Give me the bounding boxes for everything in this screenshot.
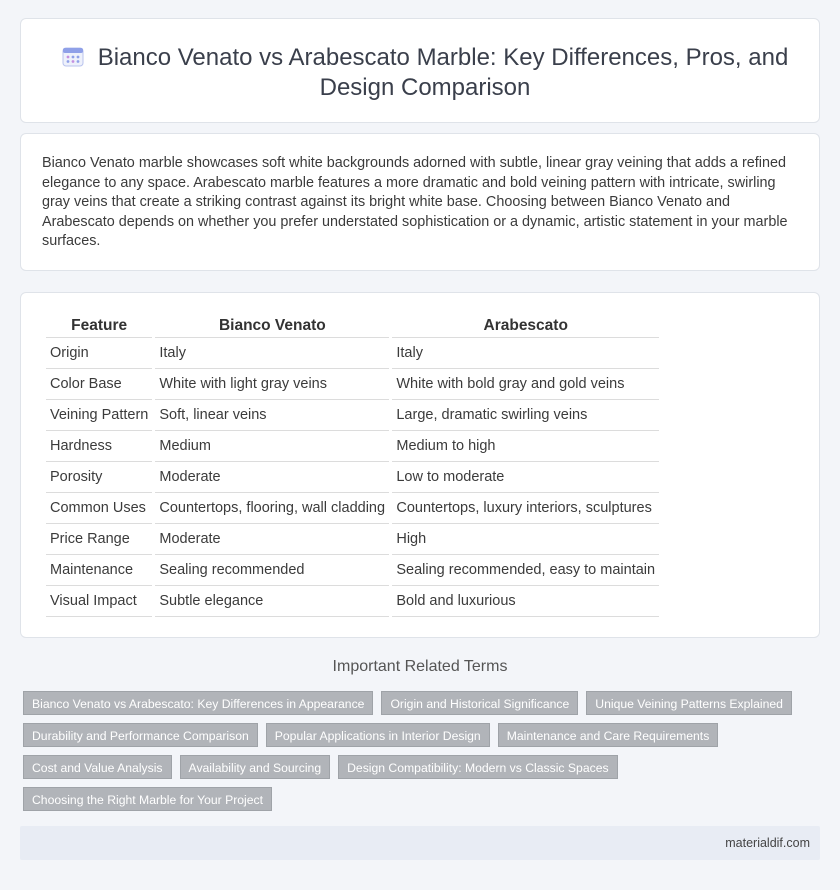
related-terms-list <box>23 691 803 811</box>
related-term-tag[interactable]: Maintenance and Care Requirements <box>498 723 719 747</box>
table-row <box>46 586 659 617</box>
table-row <box>46 369 659 400</box>
intro-card <box>20 133 820 271</box>
related-term-tag[interactable]: Popular Applications in Interior Design <box>266 723 490 747</box>
intro-paragraph: Bianco Venato marble showcases soft white backgrounds adorned with subtle, linear gray veining that adds a refined elegance to any space. Arabescato marble features a more dramatic and bold veining pattern with intricate, swirling gray veins that create a striking contrast against its bright white base. Choosing between Bianco Venato and Arabescato depends on whether you prefer understated sophistication or a dynamic, artistic statement in your marble surfaces. <box>42 155 788 249</box>
bianco-venato-cell: White with light gray veins <box>155 369 389 400</box>
table-row <box>46 493 659 524</box>
bianco-venato-cell: Italy <box>155 338 389 369</box>
header-feature: Feature <box>46 314 152 338</box>
table-row <box>46 400 659 431</box>
related-term-tag[interactable]: Design Compatibility: Modern vs Classic Spaces <box>338 755 617 779</box>
related-term-tag[interactable]: Unique Veining Patterns Explained <box>586 691 792 715</box>
bianco-venato-cell: Countertops, flooring, wall cladding <box>155 493 389 524</box>
header-bianco-venato: Bianco Venato <box>155 314 389 338</box>
related-term-tag[interactable]: Durability and Performance Comparison <box>23 723 258 747</box>
bianco-venato-cell: Moderate <box>155 462 389 493</box>
bianco-venato-cell: Subtle elegance <box>155 586 389 617</box>
feature-cell: Visual Impact <box>46 586 152 617</box>
table-row <box>46 431 659 462</box>
related-term-tag[interactable]: Cost and Value Analysis <box>23 755 172 779</box>
feature-cell: Hardness <box>46 431 152 462</box>
feature-cell: Common Uses <box>46 493 152 524</box>
table-header-row <box>46 314 659 338</box>
comparison-table <box>43 314 662 617</box>
calendar-grid-icon <box>62 45 84 67</box>
arabescato-cell: High <box>392 524 659 555</box>
table-row <box>46 462 659 493</box>
related-term-tag[interactable]: Choosing the Right Marble for Your Project <box>23 787 272 811</box>
footer-site-link[interactable]: materialdif.com <box>725 836 810 850</box>
title-card <box>20 18 820 123</box>
comparison-card <box>20 292 820 638</box>
footer-bar <box>20 826 820 860</box>
page-title: Bianco Venato vs Arabescato Marble: Key Differences, Pros, and Design Comparison <box>97 44 789 101</box>
feature-cell: Maintenance <box>46 555 152 586</box>
related-term-tag[interactable]: Availability and Sourcing <box>180 755 331 779</box>
arabescato-cell: Countertops, luxury interiors, sculptures <box>392 493 659 524</box>
table-row <box>46 555 659 586</box>
feature-cell: Origin <box>46 338 152 369</box>
feature-cell: Color Base <box>46 369 152 400</box>
arabescato-cell: Large, dramatic swirling veins <box>392 400 659 431</box>
arabescato-cell: Sealing recommended, easy to maintain <box>392 555 659 586</box>
related-terms-heading: Important Related Terms <box>332 658 508 675</box>
arabescato-cell: Bold and luxurious <box>392 586 659 617</box>
arabescato-cell: Italy <box>392 338 659 369</box>
table-row <box>46 338 659 369</box>
bianco-venato-cell: Sealing recommended <box>155 555 389 586</box>
bianco-venato-cell: Soft, linear veins <box>155 400 389 431</box>
table-row <box>46 524 659 555</box>
feature-cell: Porosity <box>46 462 152 493</box>
feature-cell: Price Range <box>46 524 152 555</box>
related-term-tag[interactable]: Origin and Historical Significance <box>381 691 578 715</box>
arabescato-cell: Low to moderate <box>392 462 659 493</box>
page-title-wrap <box>61 43 789 103</box>
feature-cell: Veining Pattern <box>46 400 152 431</box>
related-term-tag[interactable]: Bianco Venato vs Arabescato: Key Differences in Appearance <box>23 691 373 715</box>
arabescato-cell: White with bold gray and gold veins <box>392 369 659 400</box>
arabescato-cell: Medium to high <box>392 431 659 462</box>
header-arabescato: Arabescato <box>392 314 659 338</box>
bianco-venato-cell: Medium <box>155 431 389 462</box>
bianco-venato-cell: Moderate <box>155 524 389 555</box>
